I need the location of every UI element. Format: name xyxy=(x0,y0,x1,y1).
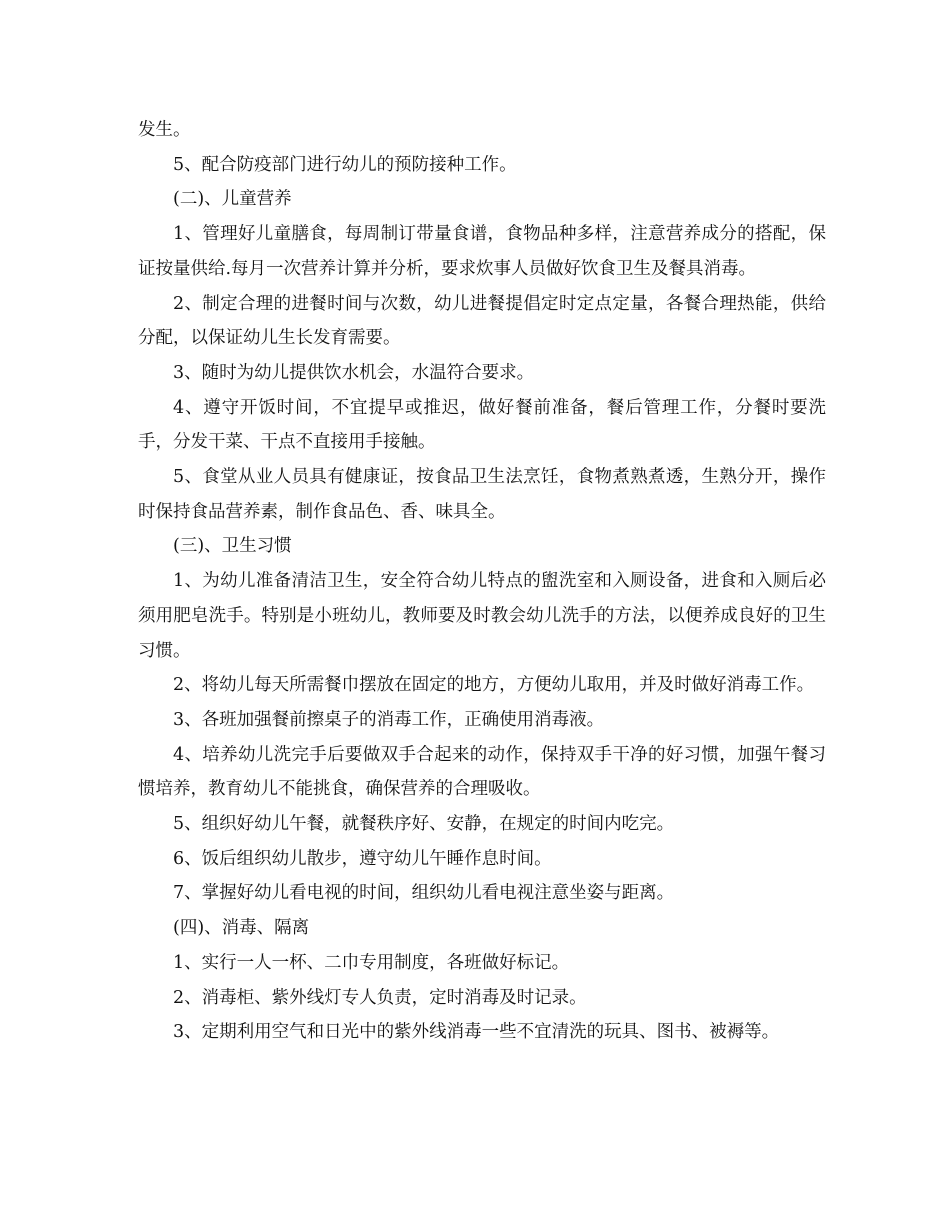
paragraph: 1、为幼儿准备清洁卫生，安全符合幼儿特点的盥洗室和入厕设备，进食和入厕后必须用肥皂洗手。特别是小班幼儿，教师要及时教会幼儿洗手的方法，以便养成良好的卫生习惯。 xyxy=(138,571,826,661)
paragraph: 2、制定合理的进餐时间与次数，幼儿进餐提倡定时定点定量，各餐合理热能，供给分配，以保证幼儿生长发育需要。 xyxy=(138,293,826,349)
paragraph: 1、实行一人一杯、二巾专用制度，各班做好标记。 xyxy=(173,952,570,973)
paragraph: 2、消毒柜、紫外线灯专人负责，定时消毒及时记录。 xyxy=(173,987,587,1008)
paragraph: 3、定期利用空气和日光中的紫外线消毒一些不宜清洗的玩具、图书、被褥等。 xyxy=(173,1022,780,1043)
paragraph: 3、随时为幼儿提供饮水机会，水温符合要求。 xyxy=(173,362,535,383)
paragraph: 5、食堂从业人员具有健康证，按食品卫生法烹饪，食物煮熟煮透，生熟分开，操作时保持食品营养素，制作食品色、香、味具全。 xyxy=(138,467,826,522)
paragraph: 2、将幼儿每天所需餐巾摆放在固定的地方，方便幼儿取用，并及时做好消毒工作。 xyxy=(173,675,815,696)
paragraph: 1、管理好儿童膳食，每周制订带量食谱，食物品种多样，注意营养成分的搭配，保证按量供给.每月一次营养计算并分析，要求炊事人员做好饮食卫生及餐具消毒。 xyxy=(138,224,826,279)
paragraph: 5、组织好幼儿午餐，就餐秩序好、安静，在规定的时间内吃完。 xyxy=(173,814,675,835)
paragraph: 5、配合防疫部门进行幼儿的预防接种工作。 xyxy=(173,154,517,175)
paragraph: 4、培养幼儿洗完手后要做双手合起来的动作，保持双手干净的好习惯，加强午餐习惯培养，教育幼儿不能挑食，确保营养的合理吸收。 xyxy=(138,744,826,800)
paragraph: 7、掌握好幼儿看电视的时间，组织幼儿看电视注意坐姿与距离。 xyxy=(173,883,675,904)
section-heading-disinfection-isolation: (四)、消毒、隔离 xyxy=(173,918,310,939)
paragraph-continuation: 发生。 xyxy=(138,120,191,140)
document-body xyxy=(138,113,826,1050)
section-heading-nutrition: (二)、儿童营养 xyxy=(173,189,292,210)
section-heading-hygiene-habits: (三)、卫生习惯 xyxy=(173,536,292,557)
paragraph: 3、各班加强餐前擦桌子的消毒工作，正确使用消毒液。 xyxy=(173,709,605,730)
paragraph: 4、遵守开饭时间，不宜提早或推迟，做好餐前准备，餐后管理工作，分餐时要洗手，分发干菜、干点不直接用手接触。 xyxy=(138,397,826,453)
paragraph: 6、饭后组织幼儿散步，遵守幼儿午睡作息时间。 xyxy=(173,848,552,869)
